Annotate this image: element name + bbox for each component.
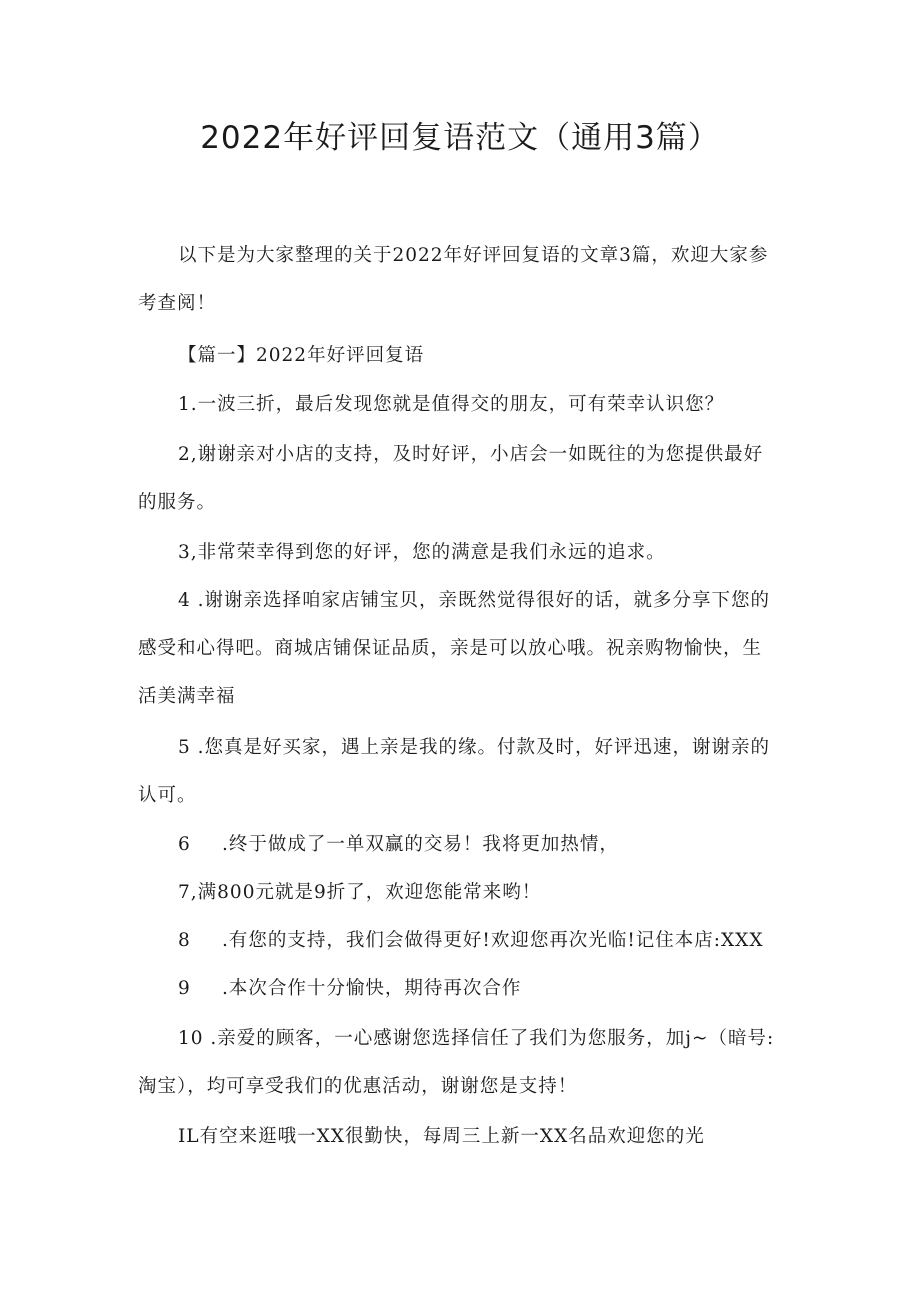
list-item-10-line-2: 淘宝），均可享受我们的优惠活动，谢谢您是支持！ [138,1076,578,1097]
list-item-8-number: 8 [178,930,191,951]
document-title: 2022年好评回复语范文（通用3篇） [200,120,720,156]
list-item-1: 1.一波三折，最后发现您就是值得交的朋友，可有荣幸认识您？ [178,394,725,415]
list-item-9-number: 9 [178,978,191,999]
list-item-8 [178,926,764,952]
list-item-4-line-2: 感受和心得吧。商城店铺保证品质，亲是可以放心哦。祝亲购物愉快，生 [138,638,763,659]
section-heading: 【篇一】2022年好评回复语 [178,345,425,366]
list-item-6-text: .终于做成了一单双赢的交易！我将更加热情， [222,834,619,855]
list-item-9-text: .本次合作十分愉快，期待再次合作 [222,978,522,999]
list-item-9 [178,974,521,1000]
list-item-2-line-1: 2,谢谢亲对小店的支持，及时好评，小店会一如既往的为您提供最好 [178,444,764,465]
list-item-11: IL有空来逛哦一XX很勤快，每周三上新一XX名品欢迎您的光 [178,1126,705,1147]
list-item-10-line-1: 10 .亲爱的顾客，一心感谢您选择信任了我们为您服务，加j~（暗号: [178,1028,775,1049]
list-item-2-line-2: 的服务。 [138,492,217,513]
list-item-4-line-3: 活美满幸福 [138,686,236,707]
list-item-5-line-2: 认可。 [138,785,197,806]
list-item-8-text: .有您的支持，我们会做得更好!欢迎您再次光临!记住本店:XXX [222,930,764,951]
list-item-7: 7,满800元就是9折了，欢迎您能常来哟！ [178,882,542,903]
list-item-6 [178,830,619,856]
list-item-5-line-1: 5 .您真是好买家，遇上亲是我的缘。付款及时，好评迅速，谢谢亲的 [178,737,771,758]
intro-line-2: 考查阅！ [138,293,217,314]
list-item-4-line-1: 4 .谢谢亲选择咱家店铺宝贝，亲既然觉得很好的话，就多分享下您的 [178,590,771,611]
list-item-3: 3,非常荣幸得到您的好评，您的满意是我们永远的追求。 [178,542,666,563]
list-item-6-number: 6 [178,834,191,855]
intro-line-1: 以下是为大家整理的关于2022年好评回复语的文章3篇，欢迎大家参 [178,245,769,266]
